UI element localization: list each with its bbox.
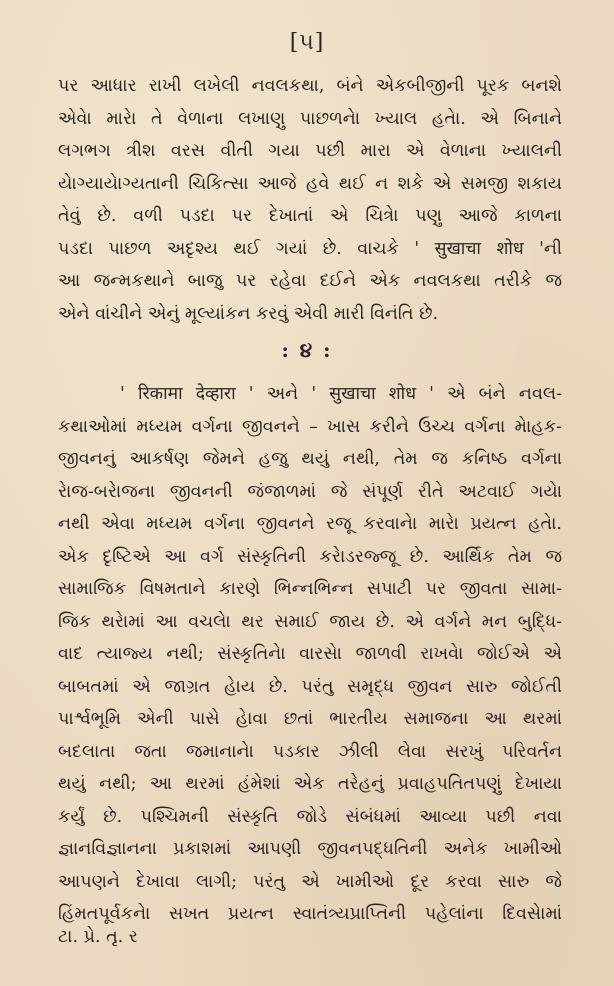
text-line: યેાગ્યાયેાગ્યતાની ચિકિત્સા આજે હવે થઈ ન શકે એ સમજી શકાય bbox=[58, 173, 562, 194]
text-line: એક દૃષ્ટિએ આ વર્ગ સંસ્કૃતિની કરેાડરજ્જૂ છે. આર્થિક તેમ જ bbox=[58, 546, 562, 567]
text-line: એવેા મારેા તે વેળાના લખાણુ પાછળનેા ખ્યાલ હતેા. એ બિનાને bbox=[58, 108, 562, 129]
text-line: પર આધાર રાખી લખેલી નવલકથા, બંને એકબીજીની પૂરક બનશે bbox=[58, 76, 562, 96]
section-number: : ૪ : bbox=[281, 338, 333, 362]
text-line: કર્યું છે. પશ્ચિમની સંસ્કૃતિ જોડે સંબંધમાં આવ્યા પછી નવા bbox=[58, 806, 562, 827]
text-line: જીવનનું આકર્ષણ જેમને હજુ થયું નથી, તેમ જ કનિષ્ઠ વર્ગના bbox=[58, 449, 562, 469]
text-line: જિક થરેામાં આ વચલેા થર સમાઈ જાય છે. એ વર્ગને મન બુદ્ધિ- bbox=[58, 611, 562, 632]
text-line: નથી એવા મધ્યમ વર્ગના જીવનને રજૂ કરવાનેા મારેા પ્રયત્ન હતેા. bbox=[58, 514, 562, 534]
text-line: આપણને દેખાવા લાગી; પરંતુ એ ખામીઓ દૂર કરવા સારુ જે bbox=[58, 871, 562, 892]
text-line: બદલાતા જતા જમાનાનેા પડકાર ઝીલી લેવા સરખું પરિવર્તન bbox=[58, 741, 562, 762]
text-line: આ જન્મકથાને બાજુ પર રહેવા દઈને એક નવલકથા તરીકે જ bbox=[58, 271, 562, 291]
paragraph-1 bbox=[58, 70, 562, 330]
text-line: તેવું છે. વળી પડદા પર દેખાતાં એ ચિત્રેા પણુ આજે કાળના bbox=[58, 206, 562, 226]
text-line: ' रिकामा देव्हारा ' અને ' सुखाचा शोध ' એ બંને નવલ- bbox=[120, 384, 562, 404]
footer-signature: ટા. પ્રે. તૃ. ર bbox=[58, 927, 138, 947]
text-line: પડદા પાછળ અદૃશ્ય થઈ ગયાં છે. વાચકે ' सुखाचा शोध 'ની bbox=[58, 238, 562, 259]
paragraph-2 bbox=[58, 378, 562, 931]
text-line: સામાજિક વિષમતાને કારણે ભિન્નભિન્ન સપાટી પર જીવતા સામા- bbox=[58, 579, 562, 599]
text-line: કથાઓમાં મધ્યમ વર્ગના જીવનને – ખાસ કરીને ઉચ્ચ વર્ગના મેાહક- bbox=[58, 416, 562, 437]
text-line: થયું નથી; આ થરમાં હંમેશાં એક તરેહનું પ્રવાહપતિતપણું દેખાયા bbox=[58, 774, 562, 794]
text-line: લગભગ ત્રીશ વરસ વીતી ગયા પછી મારા એ વેળાના ખ્યાલની bbox=[58, 141, 562, 161]
text-line: વાદ ત્યાજ્ય નથી; સંસ્કૃતિનેા વારસેા જાળવી રાખવેા જોઈએ એ bbox=[58, 644, 562, 664]
text-line: જ્ઞાનવિજ્ઞાનના પ્રકાશમાં આપણી જીવનપદ્ધતિની અનેક ખામીઓ bbox=[58, 839, 562, 859]
text-line: હિંમતપૂર્વકનેા સખત પ્રયત્ન સ્વાતંત્ર્યપ્રાપ્તિની પહેલાંના દિવસેામાં bbox=[58, 904, 562, 924]
page-number: [૫] bbox=[289, 30, 325, 55]
text-line: રેાજ-બરેાજના જીવનની જંજાળમાં જે સંપૂર્ણ રીતે અટવાઈ ગયેા bbox=[58, 481, 562, 502]
text-line: પાર્શ્વભૂમિ એની પાસે હેાવા છતાં ભારતીય સમાજના આ થરમાં bbox=[58, 709, 562, 729]
text-line: બાબતમાં એ જાગ્રત હેાય છે. પરંતુ સમૃદ્ધ જીવન સારુ જોઈતી bbox=[58, 676, 562, 697]
text-line: એને વાંચીને એનું મૂલ્યાંકન કરવું એવી મારી વિનંતિ છે. bbox=[58, 303, 439, 324]
